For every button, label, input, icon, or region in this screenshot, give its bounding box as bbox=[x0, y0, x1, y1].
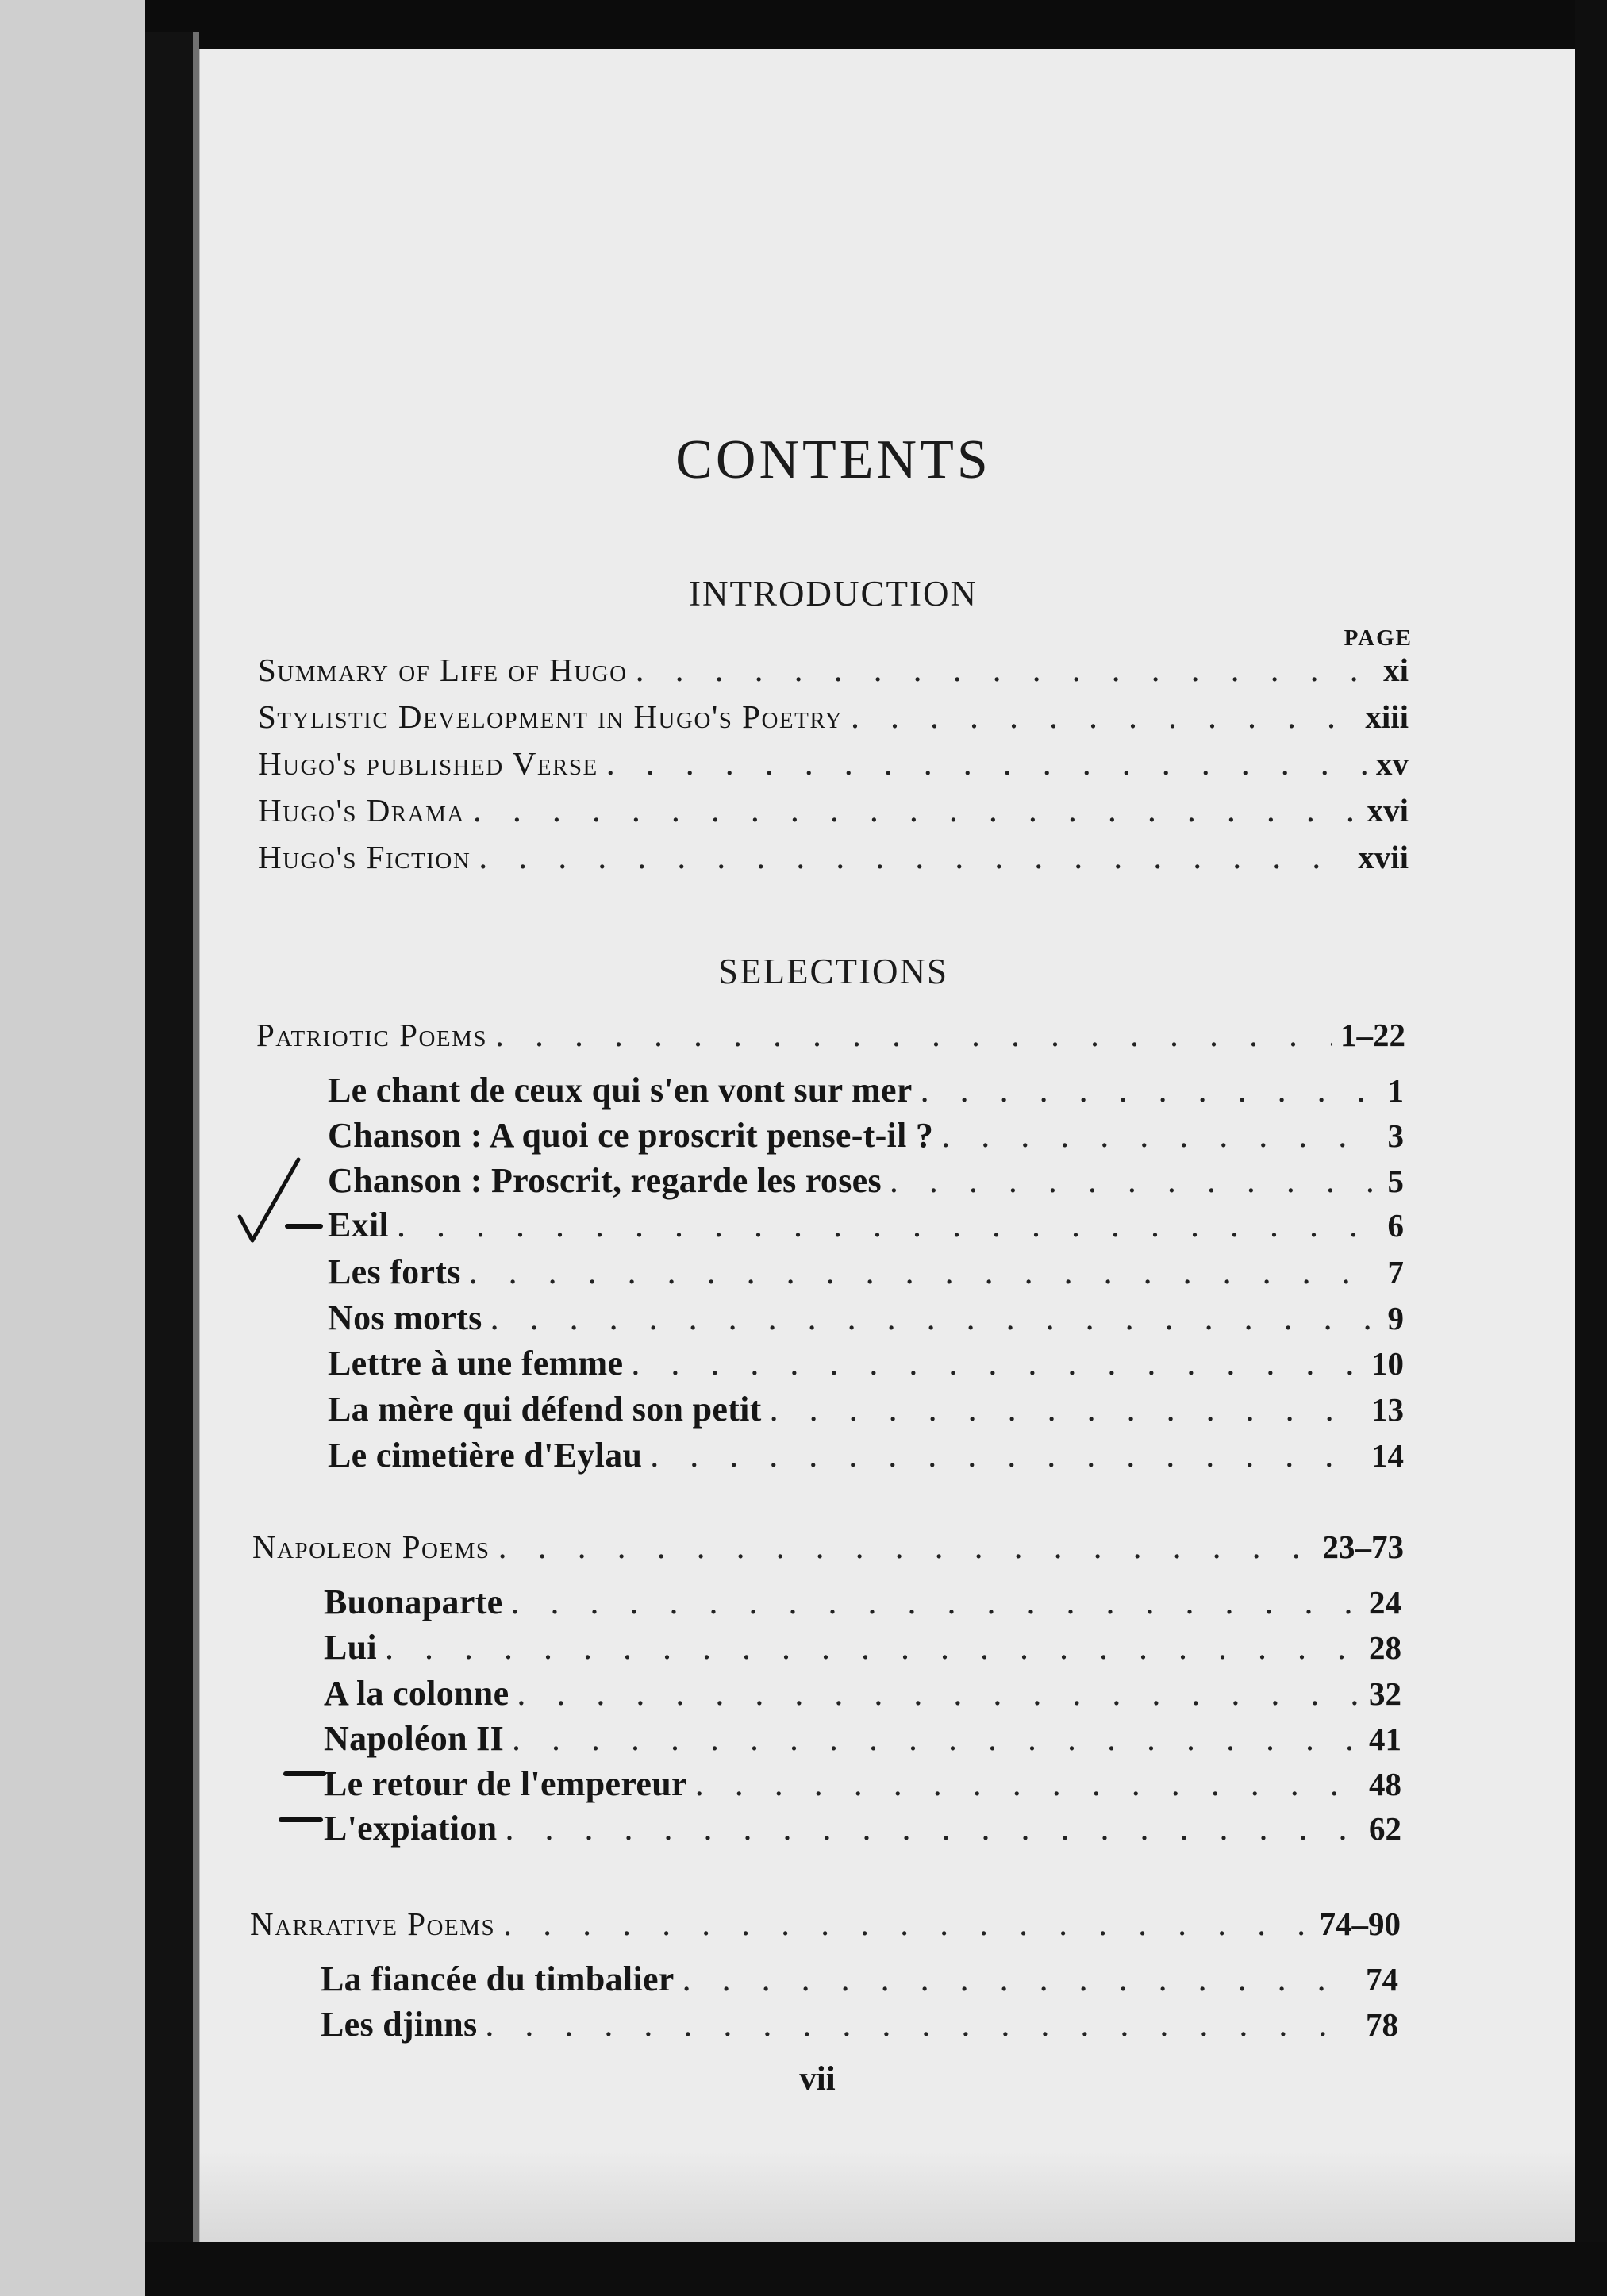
toc-entry-label: Stylistic Development in Hugo's Poetry bbox=[258, 698, 844, 735]
toc-item-page: 6 bbox=[1387, 1207, 1404, 1244]
toc-item bbox=[328, 1160, 1404, 1206]
toc-item-page: 74 bbox=[1366, 1961, 1398, 1998]
spine-edge bbox=[193, 32, 199, 2296]
toc-group-header bbox=[252, 1526, 1404, 1572]
page-shadow bbox=[200, 2151, 1575, 2242]
toc-entry-label: Hugo's Fiction bbox=[258, 839, 471, 875]
toc-group-label: Napoleon Poems bbox=[252, 1529, 490, 1565]
dot-leader bbox=[503, 1903, 1311, 1944]
toc-item-page: 32 bbox=[1369, 1675, 1401, 1712]
toc-group-label: Patriotic Poems bbox=[256, 1017, 488, 1053]
right-border bbox=[1575, 0, 1607, 2296]
toc-item bbox=[328, 1435, 1404, 1481]
toc-item-page: 9 bbox=[1387, 1300, 1404, 1336]
toc-item bbox=[324, 1582, 1401, 1628]
toc-item bbox=[328, 1343, 1404, 1389]
toc-item bbox=[321, 1959, 1398, 2005]
selections-heading: SELECTIONS bbox=[718, 952, 948, 991]
toc-item-label: Nos morts bbox=[328, 1298, 482, 1337]
toc-item-page: 5 bbox=[1387, 1163, 1404, 1199]
toc-group-pages: 1–22 bbox=[1340, 1017, 1405, 1053]
dot-leader bbox=[650, 1435, 1363, 1475]
dot-leader bbox=[485, 2004, 1358, 2044]
toc-item bbox=[324, 1627, 1401, 1673]
toc-item-page: 48 bbox=[1369, 1766, 1401, 1802]
toc-item bbox=[328, 1070, 1404, 1116]
toc-item-label: Chanson : Proscrit, regarde les roses bbox=[328, 1161, 882, 1200]
page-folio: vii bbox=[799, 2060, 836, 2098]
toc-entry-label: Summary of Life of Hugo bbox=[258, 652, 628, 688]
toc-entry bbox=[258, 836, 1409, 883]
toc-item-label: Buonaparte bbox=[324, 1583, 503, 1621]
toc-item-label: Les djinns bbox=[321, 2005, 478, 2044]
toc-item bbox=[328, 1115, 1404, 1161]
dot-leader bbox=[636, 649, 1376, 690]
toc-item bbox=[328, 1298, 1404, 1344]
toc-item bbox=[324, 1718, 1401, 1764]
toc-item-page: 41 bbox=[1369, 1721, 1401, 1757]
dot-leader bbox=[397, 1205, 1380, 1245]
toc-item-page: 1 bbox=[1387, 1072, 1404, 1109]
toc-entry bbox=[258, 743, 1409, 789]
toc-item-label: La mère qui défend son petit bbox=[328, 1390, 762, 1429]
dot-leader bbox=[473, 790, 1359, 830]
toc-item-label: A la colonne bbox=[324, 1674, 509, 1713]
toc-item-page: 13 bbox=[1371, 1391, 1404, 1428]
toc-item bbox=[328, 1389, 1404, 1435]
dot-leader bbox=[512, 1718, 1361, 1759]
toc-group-label: Narrative Poems bbox=[250, 1906, 496, 1942]
page-column-header: PAGE bbox=[1344, 625, 1413, 651]
toc-entry bbox=[258, 790, 1409, 836]
dot-leader bbox=[490, 1298, 1380, 1338]
dot-leader bbox=[469, 1252, 1380, 1292]
toc-item-label: Le chant de ceux qui s'en vont sur mer bbox=[328, 1071, 913, 1110]
toc-item-page: 10 bbox=[1371, 1345, 1404, 1382]
toc-group-header bbox=[256, 1014, 1405, 1060]
toc-item-page: 24 bbox=[1369, 1584, 1401, 1621]
toc-item bbox=[328, 1205, 1404, 1251]
dot-leader bbox=[385, 1627, 1361, 1667]
dot-leader bbox=[695, 1763, 1361, 1804]
toc-item-label: Les forts bbox=[328, 1252, 461, 1291]
facing-page-edge bbox=[0, 0, 145, 2296]
toc-entry bbox=[258, 696, 1409, 742]
dot-leader bbox=[631, 1343, 1363, 1383]
toc-item-page: 14 bbox=[1371, 1437, 1404, 1474]
toc-group-pages: 74–90 bbox=[1319, 1906, 1401, 1942]
toc-item-label: Lettre à une femme bbox=[328, 1344, 624, 1383]
dot-leader bbox=[606, 743, 1368, 783]
introduction-heading: INTRODUCTION bbox=[689, 574, 978, 613]
toc-group-pages: 23–73 bbox=[1322, 1529, 1404, 1565]
toc-entry-page: xiii bbox=[1365, 698, 1409, 735]
handwritten-dash-icon bbox=[278, 1812, 325, 1828]
dot-leader bbox=[510, 1582, 1361, 1622]
toc-entry-page: xvi bbox=[1367, 792, 1409, 829]
dot-leader bbox=[682, 1959, 1358, 1999]
toc-item-page: 3 bbox=[1387, 1117, 1404, 1154]
dot-leader bbox=[479, 836, 1350, 877]
toc-group-header bbox=[250, 1903, 1401, 1949]
dot-leader bbox=[498, 1526, 1315, 1567]
dot-leader bbox=[890, 1160, 1380, 1201]
toc-item bbox=[324, 1763, 1401, 1809]
page-title: CONTENTS bbox=[675, 429, 991, 490]
top-border bbox=[145, 0, 1607, 49]
dot-leader bbox=[851, 696, 1357, 736]
toc-item-label: Le cimetière d'Eylau bbox=[328, 1436, 643, 1475]
toc-item-label: Napoléon II bbox=[324, 1719, 505, 1758]
handwritten-dash-icon bbox=[283, 1766, 330, 1782]
toc-item-label: Lui bbox=[324, 1628, 377, 1667]
toc-item-page: 62 bbox=[1369, 1810, 1401, 1847]
toc-item-label: La fiancée du timbalier bbox=[321, 1959, 675, 1998]
toc-item-label: Chanson : A quoi ce proscrit pense-t-il ? bbox=[328, 1116, 934, 1155]
toc-item bbox=[328, 1252, 1404, 1298]
toc-item-page: 7 bbox=[1387, 1254, 1404, 1290]
toc-entry bbox=[258, 649, 1409, 695]
toc-entry-label: Hugo's published Verse bbox=[258, 745, 598, 782]
toc-item-label: L'expiation bbox=[324, 1809, 498, 1848]
handwritten-checkmark-icon bbox=[235, 1155, 330, 1258]
toc-item-page: 78 bbox=[1366, 2006, 1398, 2043]
dot-leader bbox=[770, 1389, 1363, 1429]
toc-item-page: 28 bbox=[1369, 1629, 1401, 1666]
dot-leader bbox=[505, 1808, 1361, 1848]
toc-item bbox=[324, 1673, 1401, 1719]
toc-entry-label: Hugo's Drama bbox=[258, 792, 465, 829]
bottom-border bbox=[145, 2242, 1607, 2296]
toc-entry-page: xvii bbox=[1358, 839, 1409, 875]
binding-spine bbox=[145, 32, 193, 2296]
toc-item bbox=[321, 2004, 1398, 2050]
toc-entry-page: xi bbox=[1383, 652, 1409, 688]
dot-leader bbox=[517, 1673, 1361, 1713]
toc-entry-page: xv bbox=[1376, 745, 1409, 782]
toc-item bbox=[324, 1808, 1401, 1854]
dot-leader bbox=[495, 1014, 1332, 1055]
dot-leader bbox=[941, 1115, 1379, 1156]
toc-item-label: Le retour de l'empereur bbox=[324, 1764, 687, 1803]
dot-leader bbox=[921, 1070, 1380, 1110]
toc-item-label: Exil bbox=[328, 1206, 389, 1244]
